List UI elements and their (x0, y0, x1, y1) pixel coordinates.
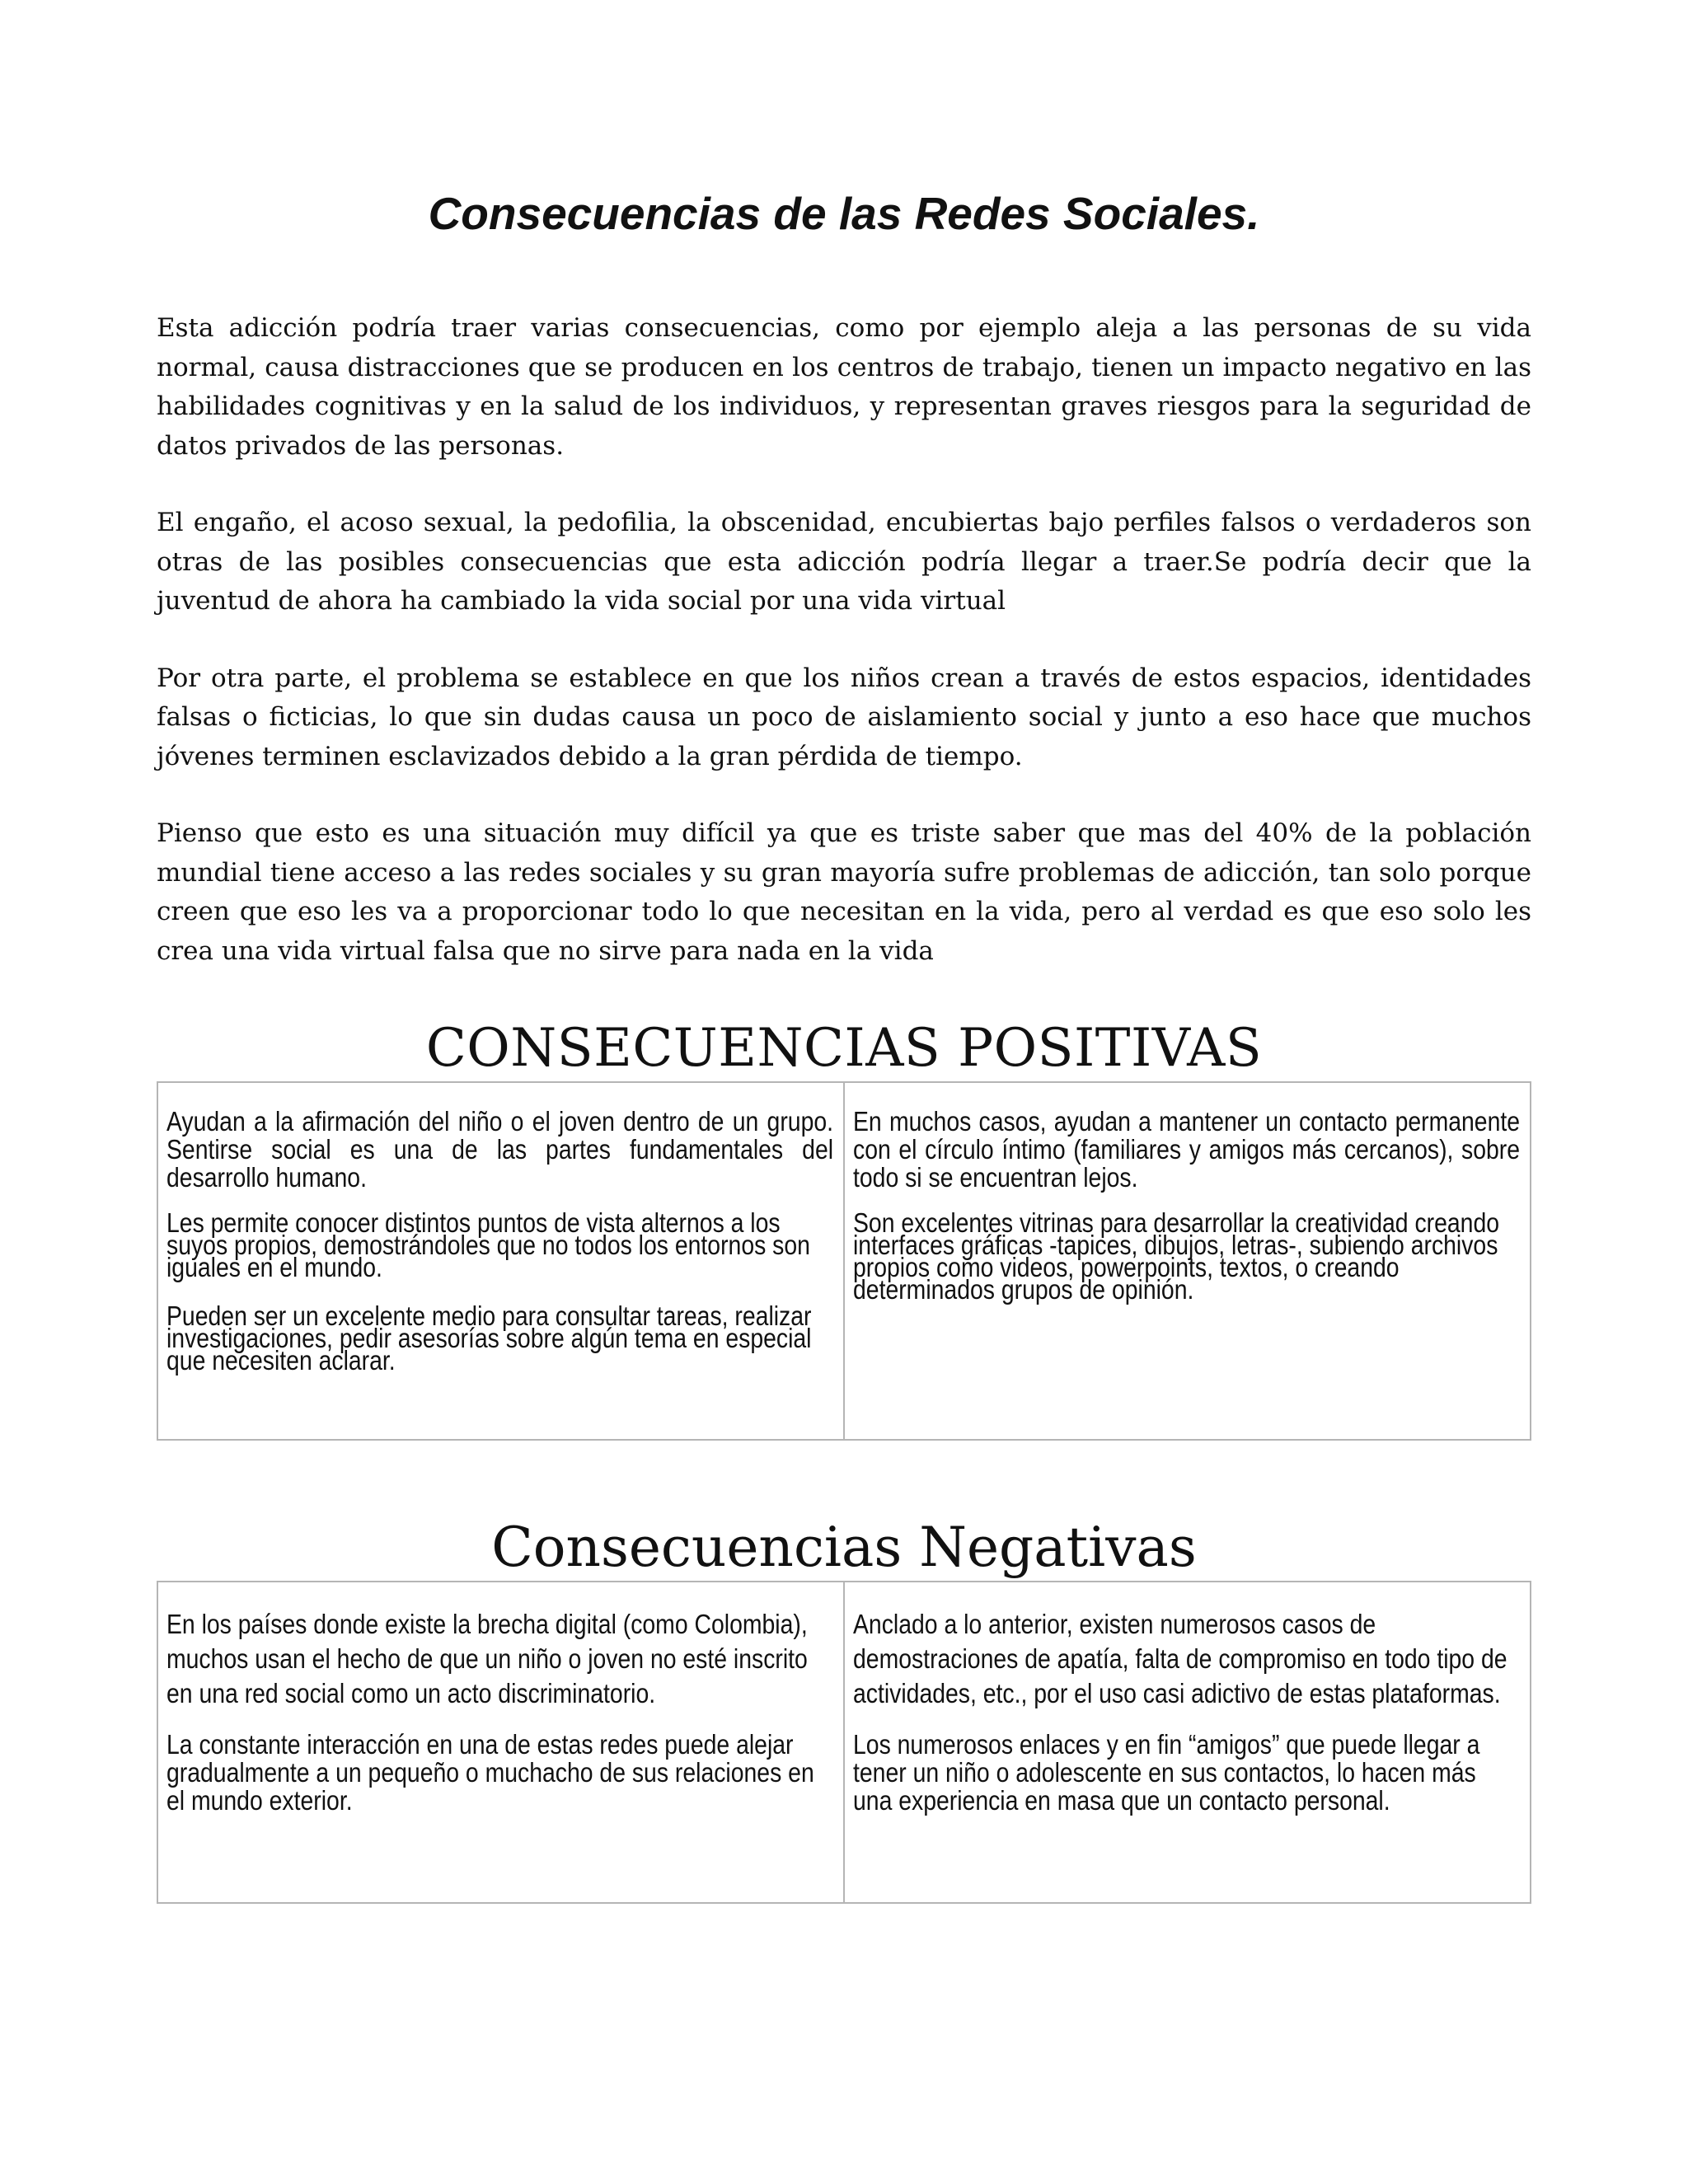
table-row (157, 1082, 1531, 1440)
negative-left-item-1: En los países donde existe la brecha digital (como Colombia), muchos usan el hecho de que un niño o joven no esté inscrito en una red social como un acto discriminatorio. (166, 1609, 808, 1708)
positive-table (157, 1081, 1531, 1441)
negative-left-cell (157, 1582, 844, 1903)
paragraph-4: Pienso que esto es una situación muy difícil ya que es triste saber que mas del 40% de la población mundial tiene acceso a las redes sociales y su gran mayoría sufre problemas de adicción, tan solo porque creen que eso les va a proporcionar todo lo que necesitan en la vida, pero al verdad es que eso solo les crea una vida virtual falsa que no sirve para nada en la vida (157, 818, 1531, 966)
positive-left-item-2: Les permite conocer distintos puntos de vista alternos a los suyos propios, demostrándoles que no todos los entornos son iguales en el mundo. (166, 1207, 810, 1282)
negative-left-item-2: La constante interacción en una de estas redes puede alejar gradualmente a un pequeño o muchacho de sus relaciones en el mundo exterior. (166, 1729, 814, 1816)
negative-right-cell (844, 1582, 1531, 1903)
document-title: Consecuencias de las Redes Sociales. (428, 188, 1260, 239)
paragraph-2: El engaño, el acoso sexual, la pedofilia, la obscenidad, encubiertas bajo perfiles falsos o verdaderos son otras de las posibles consecuencias que esta adicción podría llegar a traer.Se podría decir que la juventud de ahora ha cambiado la vida social por una vida virtual (157, 508, 1531, 616)
table-row (157, 1582, 1531, 1903)
positive-left-item-3: Pueden ser un excelente medio para consultar tareas, realizar investigaciones, pedir asesorías sobre algún tema en especial que necesiten aclarar. (166, 1301, 812, 1376)
negative-right-item-2: Los numerosos enlaces y en fin “amigos” que puede llegar a tener un niño o adolescente en sus contactos, lo hacen más una experiencia en masa que un contacto personal. (853, 1729, 1480, 1816)
paragraph-1: Esta adicción podría traer varias consecuencias, como por ejemplo aleja a las personas de su vida normal, causa distracciones que se producen en los centros de trabajo, tienen un impacto negativo en las habilidades cognitivas y en la salud de los individuos, y representan graves riesgos para la seguridad de datos privados de las personas. (157, 313, 1531, 461)
body-text (157, 309, 1531, 1009)
positive-right-cell (844, 1082, 1531, 1440)
positive-right-item-2: Son excelentes vitrinas para desarrollar la creatividad creando interfaces gráficas -tapices, dibujos, letras-, subiendo archivos propios como videos, powerpoints, textos, o creando determinados grupos de opinión. (853, 1207, 1500, 1305)
positive-right-item-1: En muchos casos, ayudan a mantener un contacto permanente con el círculo íntimo (familiares y amigos más cercanos), sobre todo si se encuentran lejos. (853, 1106, 1521, 1193)
positive-left-item-1: Ayudan a la afirmación del niño o el joven dentro de un grupo. Sentirse social es una de las partes fundamentales del desarrollo humano. (166, 1106, 834, 1193)
paragraph-3: Por otra parte, el problema se establece en que los niños crean a través de estos espacios, identidades falsas o ficticias, lo que sin dudas causa un poco de aislamiento social y junto a eso hace que muchos jóvenes terminen esclavizados debido a la gran pérdida de tiempo. (157, 663, 1531, 771)
positive-left-cell (157, 1082, 844, 1440)
negative-table (157, 1581, 1531, 1904)
negative-heading: Consecuencias Negativas (491, 1516, 1197, 1579)
positive-heading: CONSECUENCIAS POSITIVAS (425, 1018, 1263, 1079)
negative-right-item-1: Anclado a lo anterior, existen numerosos casos de demostraciones de apatía, falta de compromiso en todo tipo de actividades, etc., por el uso casi adictivo de estas plataformas. (853, 1609, 1507, 1708)
